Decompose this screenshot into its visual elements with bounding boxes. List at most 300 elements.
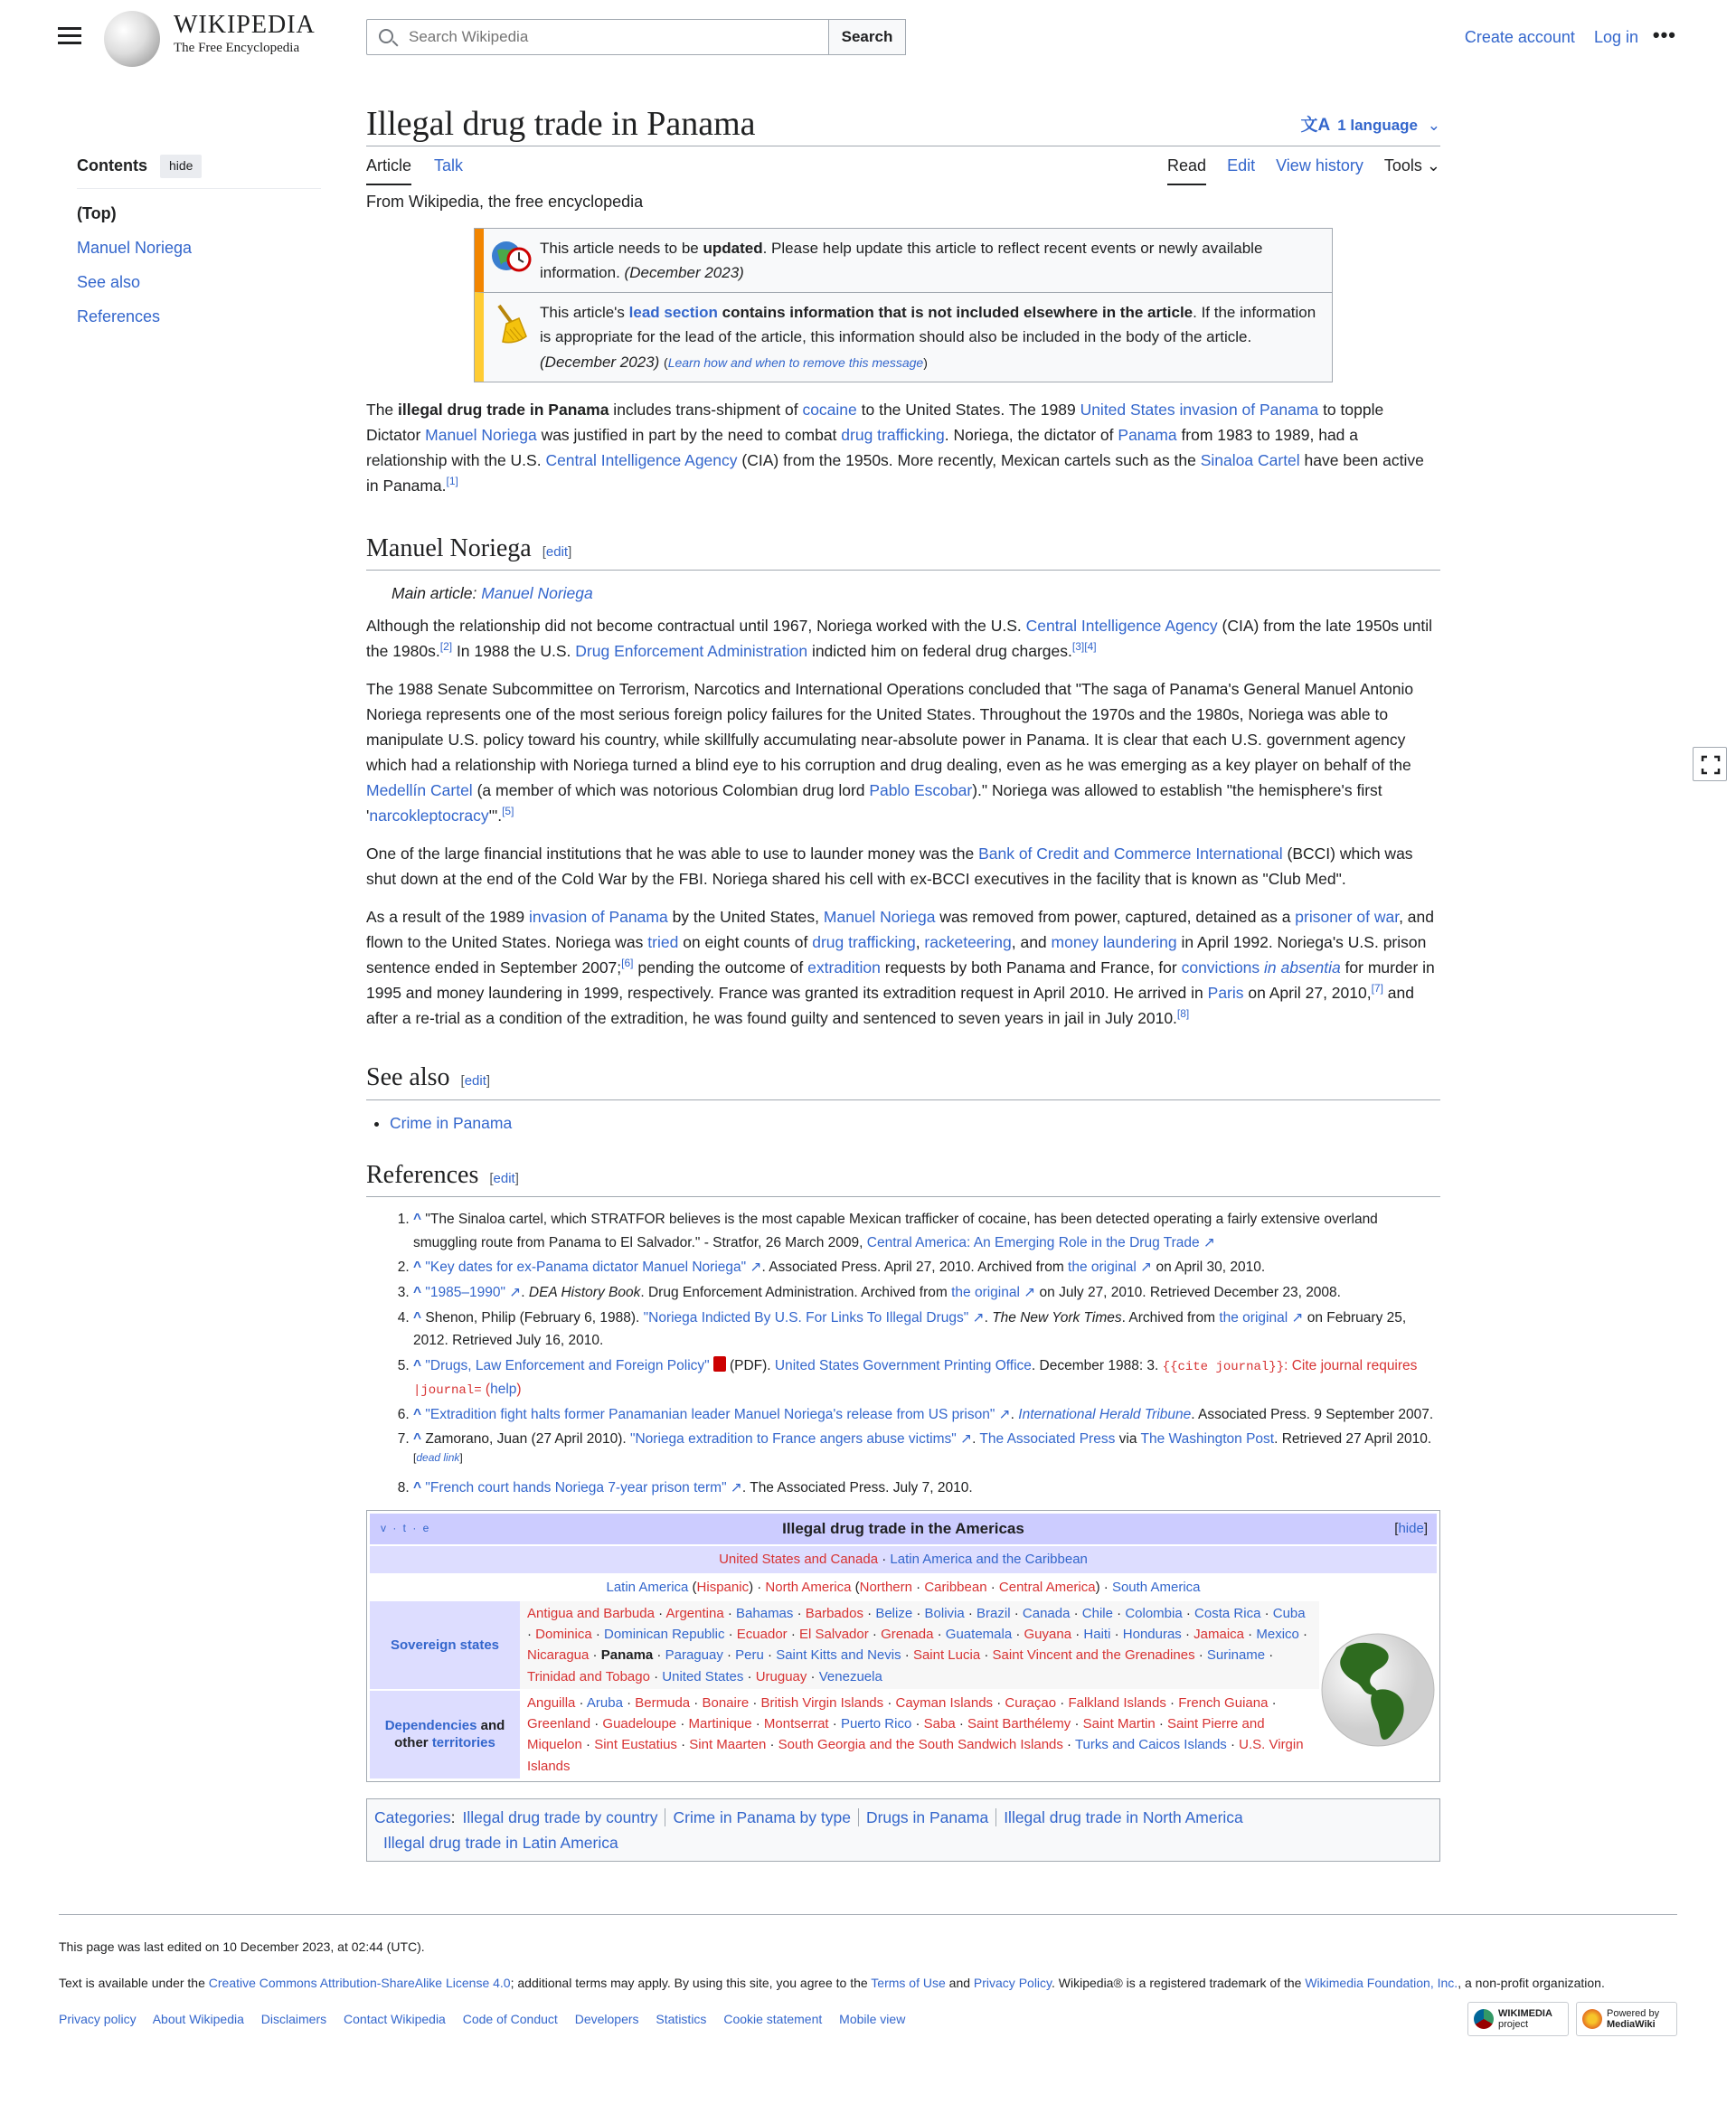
paragraph bbox=[366, 676, 1440, 828]
link-latin-america-caribbean[interactable]: Latin America and the Caribbean bbox=[890, 1552, 1088, 1568]
text: (CIA) from the 1950s. More recently, Mexican cartels such as the bbox=[737, 450, 1201, 469]
navbox-link[interactable]: U.S. Virgin Islands bbox=[527, 1737, 1304, 1774]
text: The 1988 Senate Subcommittee on Terrorism, Narcotics and International Operations concluded that "The saga of Panama's General Manuel Antonio Noriega represents one of the most serious foreign policy failures for the United States. Throughout the 1970s and the 1980s, Noriega was able to manipulate U.S. policy toward his country, while skillfully accumulating near-absolute power in Panama. It is clear that each U.S. government agency which had a relationship with Noriega turned a blind eye to his corruption and drug dealing, even as he was emerging as a key player on behalf of the bbox=[366, 680, 1414, 775]
last-edited: This page was last edited on 10 December 2023, at 02:44 (UTC). bbox=[59, 1939, 425, 1954]
citation-1[interactable]: [1] bbox=[446, 475, 458, 487]
update-date: (December 2023) bbox=[624, 264, 744, 282]
chevron-down-icon: ⌄ bbox=[1426, 156, 1440, 175]
navbox-link[interactable]: Martinique bbox=[688, 1716, 752, 1732]
archive-link[interactable]: the original bbox=[951, 1284, 1020, 1300]
article-content bbox=[366, 101, 1440, 1862]
main-article-link[interactable]: Manuel Noriega bbox=[481, 584, 593, 603]
paragraph bbox=[366, 841, 1440, 892]
link-in-absentia[interactable]: in absentia bbox=[1264, 958, 1341, 977]
reference-item bbox=[413, 1477, 1440, 1500]
link-cia[interactable]: Central Intelligence Agency bbox=[1025, 617, 1218, 636]
text: in April 1992. Noriega's U.S. prison sentence ended in September 2007; bbox=[366, 933, 1427, 977]
link-narcokleptocracy[interactable]: narcokleptocracy bbox=[369, 807, 489, 826]
wikipedia-tagline: The Free Encyclopedia bbox=[174, 41, 300, 55]
category-link[interactable]: Illegal drug trade in Latin America bbox=[383, 1833, 618, 1852]
tab-read[interactable]: Read bbox=[1167, 154, 1206, 185]
category-link[interactable]: Illegal drug trade in North America bbox=[1004, 1807, 1243, 1826]
text: In 1988 the U.S. bbox=[452, 642, 576, 661]
archive-link[interactable]: the original bbox=[1219, 1309, 1288, 1326]
navbox-link[interactable]: El Salvador bbox=[799, 1627, 869, 1643]
link-cia[interactable]: Central Intelligence Agency bbox=[545, 450, 738, 469]
backlink[interactable]: ^ bbox=[413, 1260, 422, 1276]
toc-item-references[interactable]: References bbox=[77, 307, 161, 326]
backlink[interactable]: ^ bbox=[413, 1309, 422, 1326]
navbox-link[interactable]: Haiti bbox=[1083, 1627, 1111, 1643]
article-subject: illegal drug trade in Panama bbox=[398, 400, 609, 419]
navbox-regions: Latin America (Hispanic) · North America (Northern · Caribbean · Central America) · South America bbox=[606, 1579, 1201, 1595]
footer-link[interactable]: Contact Wikipedia bbox=[344, 2011, 446, 2026]
text: indicted him on federal drug charges. bbox=[807, 642, 1072, 661]
navbox-link[interactable]: Puerto Rico bbox=[840, 1716, 912, 1732]
text: Shenon, Philip (February 6, 1988). bbox=[425, 1309, 644, 1326]
tab-edit[interactable]: Edit bbox=[1227, 156, 1256, 175]
toc-item-top[interactable]: (Top) bbox=[77, 203, 117, 222]
hide-link[interactable]: hide bbox=[1398, 1521, 1424, 1537]
search-field[interactable] bbox=[366, 19, 829, 55]
text: . bbox=[972, 1431, 980, 1448]
text: includes trans-shipment of bbox=[609, 400, 803, 419]
text: . Associated Press. 9 September 2007. bbox=[1191, 1406, 1434, 1422]
template-code: {{cite journal}} bbox=[1162, 1359, 1285, 1374]
navbox-link[interactable]: Antigua and Barbuda bbox=[527, 1605, 655, 1621]
navbox-link[interactable]: Guyana bbox=[1024, 1627, 1072, 1643]
log-in-link[interactable]: Log in bbox=[1593, 28, 1638, 46]
license-link[interactable]: Creative Commons Attribution-ShareAlike License 4.0 bbox=[208, 1976, 511, 1991]
navbox-link[interactable]: Montserrat bbox=[763, 1716, 829, 1732]
footer-link[interactable]: Developers bbox=[574, 2011, 639, 2026]
powered-by-mediawiki-badge[interactable] bbox=[1576, 2002, 1677, 2036]
category-link[interactable]: Drugs in Panama bbox=[865, 1807, 989, 1826]
navbox-link[interactable]: Argentina bbox=[665, 1605, 724, 1621]
clock-globe-icon bbox=[484, 229, 540, 292]
external-link-icon: ↗ bbox=[995, 1406, 1011, 1422]
link-tried[interactable]: tried bbox=[647, 933, 679, 952]
link-prisoner-of-war[interactable]: prisoner of war bbox=[1295, 908, 1400, 927]
navbox-link[interactable]: Saint Pierre and Miquelon bbox=[527, 1716, 1265, 1753]
footer-link[interactable]: Mobile view bbox=[839, 2011, 906, 2026]
privacy-link[interactable]: Privacy Policy bbox=[973, 1976, 1052, 1991]
navbox-link[interactable]: Curaçao bbox=[1005, 1694, 1057, 1711]
link-pablo-escobar[interactable]: Pablo Escobar bbox=[869, 781, 973, 800]
footer-link[interactable]: Privacy policy bbox=[59, 2011, 137, 2026]
external-link-icon: ↗ bbox=[505, 1284, 522, 1300]
text: , a non-profit organization. bbox=[1458, 1976, 1605, 1991]
navbox-link[interactable]: Brazil bbox=[976, 1605, 1011, 1621]
navbox-link[interactable]: Cuba bbox=[1272, 1605, 1306, 1621]
pdf-icon bbox=[713, 1356, 726, 1372]
text: was justified in part by the need to combat bbox=[536, 425, 842, 444]
navbox-hide[interactable]: [hide] bbox=[1394, 1521, 1428, 1537]
text: on April 30, 2010. bbox=[1152, 1260, 1266, 1276]
link-north-america[interactable]: North America bbox=[765, 1579, 852, 1595]
site-sub: From Wikipedia, the free encyclopedia bbox=[366, 193, 644, 211]
category-links: Categories: Illegal drug trade by country Crime in Panama by type Drugs in Panama Illegal drug trade in North America Illegal drug trade in Latin America bbox=[366, 1798, 1440, 1862]
toc-hide-button[interactable]: hide bbox=[160, 155, 202, 178]
text: via bbox=[1115, 1431, 1141, 1448]
navbox-link[interactable]: Greenland bbox=[527, 1716, 591, 1732]
section-heading-references: References [edit] bbox=[366, 1156, 1440, 1197]
navbox-link[interactable]: Bolivia bbox=[924, 1605, 965, 1621]
text: was removed from power, captured, detained as a bbox=[935, 908, 1296, 927]
badge-text: project bbox=[1498, 2019, 1529, 2030]
more-options-icon[interactable]: ••• bbox=[1652, 24, 1676, 46]
link-drug-trafficking[interactable]: drug trafficking bbox=[841, 425, 945, 444]
text: The bbox=[366, 400, 399, 419]
update-text-bold: updated bbox=[703, 239, 763, 257]
external-link-icon: ↗ bbox=[746, 1260, 762, 1276]
section-heading-see-also: See also [edit] bbox=[366, 1058, 1440, 1099]
lead-section-link[interactable]: lead section bbox=[628, 304, 718, 322]
help-link[interactable]: help bbox=[490, 1381, 517, 1397]
navbox-group-dependencies bbox=[370, 1691, 520, 1779]
category-link[interactable]: Illegal drug trade by country bbox=[462, 1807, 658, 1826]
text: for murder in 1995 and money laundering in 1999, respectively. France was granted its extradition request in April 2010. He arrived in bbox=[366, 958, 1435, 1003]
text: on eight counts of bbox=[678, 933, 813, 952]
group-label[interactable]: territories bbox=[431, 1735, 495, 1751]
navbox-link[interactable]: Saint Barthélemy bbox=[967, 1716, 1071, 1732]
footer-link[interactable]: Disclaimers bbox=[260, 2011, 327, 2026]
link-panama[interactable]: Panama bbox=[1118, 425, 1177, 444]
navbox-link[interactable]: Saint Vincent and the Grenadines bbox=[992, 1647, 1195, 1664]
category-link[interactable]: Crime in Panama by type bbox=[673, 1807, 851, 1826]
navbox-link[interactable]: Nicaragua bbox=[527, 1647, 590, 1664]
backlink[interactable]: ^ bbox=[413, 1479, 422, 1496]
learn-remove-link[interactable]: Learn how and when to remove this message bbox=[667, 354, 924, 370]
link-us-canada[interactable]: United States and Canada bbox=[719, 1552, 879, 1568]
wikimedia-project-badge[interactable] bbox=[1467, 2002, 1569, 2036]
link-medellin-cartel[interactable]: Medellín Cartel bbox=[366, 781, 473, 800]
link-us-invasion[interactable]: United States invasion of Panama bbox=[1080, 400, 1319, 419]
text: . Archived from bbox=[1121, 1309, 1220, 1326]
link-crime-in-panama[interactable]: Crime in Panama bbox=[390, 1113, 513, 1132]
text: , bbox=[915, 933, 925, 952]
navbox-link[interactable]: Ecuador bbox=[736, 1627, 788, 1643]
archive-link[interactable]: the original bbox=[1068, 1260, 1137, 1276]
dead-link-tag[interactable]: dead link bbox=[416, 1450, 460, 1464]
reference-item bbox=[413, 1256, 1440, 1279]
footer-link[interactable]: Statistics bbox=[656, 2011, 707, 2026]
footer-link[interactable]: Code of Conduct bbox=[462, 2011, 558, 2026]
reference-item bbox=[413, 1208, 1440, 1254]
reference-item bbox=[413, 1403, 1440, 1427]
text: (a member of which was notorious Colombian drug lord bbox=[472, 781, 870, 800]
lead-text-bold: contains information that is not included elsewhere in the article bbox=[717, 304, 1194, 322]
vte-links[interactable]: v · t · e bbox=[381, 1522, 431, 1535]
navbox-link[interactable]: Trinidad and Tobago bbox=[527, 1668, 650, 1684]
link-dea[interactable]: Drug Enforcement Administration bbox=[575, 642, 808, 661]
navbox-link[interactable]: Canada bbox=[1022, 1605, 1071, 1621]
link-invasion-of-panama[interactable]: invasion of Panama bbox=[528, 908, 668, 927]
page-footer bbox=[59, 1914, 1677, 2029]
citation-7[interactable]: [7] bbox=[1371, 982, 1383, 995]
tab-article[interactable]: Article bbox=[366, 154, 411, 185]
navbox-link[interactable]: Dominican Republic bbox=[604, 1627, 725, 1643]
text: requests by both Panama and France, for bbox=[880, 958, 1182, 977]
navbox-link[interactable]: Bahamas bbox=[736, 1605, 794, 1621]
text: (PDF). bbox=[725, 1357, 775, 1373]
edit-section-link[interactable]: edit bbox=[493, 1170, 515, 1186]
navbox-link[interactable]: French Guiana bbox=[1178, 1694, 1269, 1711]
navbox-link[interactable]: Falkland Islands bbox=[1068, 1694, 1166, 1711]
navbox-link[interactable]: Sint Eustatius bbox=[594, 1737, 677, 1753]
link-caribbean[interactable]: Caribbean bbox=[924, 1579, 987, 1595]
external-link[interactable]: "Noriega Indicted By U.S. For Links To Illegal Drugs" bbox=[643, 1309, 969, 1326]
backlink[interactable]: ^ bbox=[413, 1431, 422, 1448]
text: The New York Times bbox=[992, 1309, 1122, 1326]
citation-6[interactable]: [6] bbox=[621, 957, 634, 970]
link-manuel-noriega[interactable]: Manuel Noriega bbox=[425, 425, 537, 444]
navbox-link[interactable]: Saint Kitts and Nevis bbox=[776, 1647, 901, 1664]
heading-text: References bbox=[366, 1160, 479, 1189]
text: . bbox=[521, 1284, 529, 1300]
navbox-link[interactable]: Saint Martin bbox=[1082, 1716, 1156, 1732]
group-label[interactable]: Sovereign states bbox=[390, 1637, 500, 1653]
navbox-link[interactable]: Sint Maarten bbox=[689, 1737, 767, 1753]
navbox-link[interactable]: Colombia bbox=[1125, 1605, 1183, 1621]
dependencies-list: Anguilla · Aruba · Bermuda · Bonaire · British Virgin Islands · Cayman Islands · Curaçao · Falkland Islands · French Guiana · Greenland · Guadeloupe · Martinique · Montserrat · Puerto Rico · Saba · Saint Barthélemy · Saint Martin · Saint Pierre and Miquelon · Sint Eustatius · Sint Maarten · South Georgia and the South Sandwich Islands · Turks and Caicos Islands · U.S. Virgin Islands bbox=[527, 1694, 1304, 1774]
reference-item bbox=[413, 1307, 1440, 1353]
link-northern[interactable]: Northern bbox=[859, 1579, 912, 1595]
navbox-link[interactable]: Bonaire bbox=[702, 1694, 750, 1711]
link-bcci[interactable]: Bank of Credit and Commerce International bbox=[978, 844, 1283, 863]
lead-text-post: . If the information is appropriate for the lead of the article, this information should also be included in the body of the article. bbox=[540, 304, 1316, 346]
citation-2[interactable]: [2] bbox=[439, 640, 453, 654]
section-heading-noriega: Manuel Noriega [edit] bbox=[366, 529, 1440, 571]
wikipedia-wordmark[interactable]: WIKIPEDIA bbox=[174, 11, 316, 39]
text: on April 27, 2010, bbox=[1243, 984, 1372, 1003]
text: '". bbox=[488, 807, 503, 826]
lead-text-pre: This article's bbox=[540, 304, 629, 322]
navbox-link[interactable]: Venezuela bbox=[818, 1668, 882, 1684]
text: by the United States, bbox=[667, 908, 824, 927]
personal-tools bbox=[1450, 25, 1638, 51]
footer-link[interactable]: About Wikipedia bbox=[152, 2011, 244, 2026]
navbox-link[interactable]: Barbados bbox=[805, 1605, 863, 1621]
text: . Wikipedia® is a registered trademark of the bbox=[1052, 1976, 1306, 1991]
license-text bbox=[59, 1973, 1677, 1993]
citation-5[interactable]: [5] bbox=[502, 805, 514, 818]
text: DEA History Book bbox=[528, 1284, 641, 1300]
group-label[interactable]: Dependencies bbox=[384, 1717, 477, 1733]
paragraph bbox=[366, 904, 1440, 1031]
search-input[interactable] bbox=[407, 20, 814, 54]
link-latin-america[interactable]: Latin America bbox=[606, 1579, 689, 1595]
external-link-icon: ↗ bbox=[968, 1309, 985, 1326]
maintenance-box bbox=[474, 228, 1333, 382]
lead-date: (December 2023) bbox=[540, 353, 660, 371]
navbox-link[interactable]: Costa Rica bbox=[1194, 1605, 1261, 1621]
navbox-link[interactable]: Aruba bbox=[586, 1694, 623, 1711]
cite-error: : Cite journal requires bbox=[1284, 1357, 1418, 1373]
navbox-link[interactable]: Belize bbox=[875, 1605, 913, 1621]
navbox-link[interactable]: United States bbox=[662, 1668, 744, 1684]
text: . bbox=[984, 1309, 993, 1326]
external-link[interactable]: "Extradition fight halts former Panamanian leader Manuel Noriega's release from US prison" bbox=[425, 1406, 995, 1422]
wikipedia-globe-logo[interactable] bbox=[104, 11, 160, 67]
link-paris[interactable]: Paris bbox=[1207, 984, 1244, 1003]
reference-list bbox=[366, 1208, 1440, 1499]
paragraph bbox=[366, 613, 1440, 664]
external-link[interactable]: Central America: An Emerging Role in the Drug Trade bbox=[866, 1234, 1200, 1250]
text: Although the relationship did not become contractual until 1967, Noriega worked with the U.S. bbox=[366, 617, 1026, 636]
tab-talk[interactable]: Talk bbox=[434, 156, 464, 175]
external-link[interactable]: "1985–1990" bbox=[425, 1284, 505, 1300]
toc-item-manuel-noriega[interactable]: Manuel Noriega bbox=[77, 238, 193, 257]
citation-8[interactable]: [8] bbox=[1176, 1007, 1190, 1021]
navbox-link[interactable]: Saint Lucia bbox=[912, 1647, 981, 1664]
update-text-post: . Please help update this article to reflect recent events or newly available information. bbox=[540, 239, 1263, 282]
backlink[interactable]: ^ bbox=[413, 1212, 422, 1228]
tab-tools[interactable] bbox=[1384, 154, 1440, 179]
navbox-link[interactable]: Turks and Caicos Islands bbox=[1074, 1737, 1227, 1753]
text: One of the large financial institutions that he was able to use to launder money was the bbox=[366, 844, 979, 863]
external-link-icon: ↗ bbox=[956, 1431, 973, 1448]
text: . Drug Enforcement Administration. Archived from bbox=[640, 1284, 952, 1300]
hatnote bbox=[366, 581, 1440, 606]
navbox-link[interactable]: Jamaica bbox=[1194, 1627, 1245, 1643]
edit-section-link[interactable]: edit bbox=[545, 543, 569, 560]
link-drug-trafficking[interactable]: drug trafficking bbox=[812, 933, 916, 952]
toggle-width-button[interactable] bbox=[1693, 747, 1727, 781]
link-money-laundering[interactable]: money laundering bbox=[1051, 933, 1177, 952]
sovereign-states-list: Antigua and Barbuda · Argentina · Bahamas · Barbados · Belize · Bolivia · Brazil · Canada · Chile · Colombia · Costa Rica · Cuba · Dominica · Dominican Republic · Ecuador · El Salvador · Grenada · Guatemala · Guyana · Haiti · Honduras · Jamaica · Mexico · Nicaragua · Panama · Paraguay · Peru · Saint Kitts and Nevis · Saint Lucia · Saint Vincent and the Grenadines · Suriname · Trinidad and Tobago · United States · Uruguay · Venezuela bbox=[520, 1601, 1319, 1689]
link-hispanic[interactable]: Hispanic bbox=[696, 1579, 750, 1595]
navbox-link[interactable]: Suriname bbox=[1206, 1647, 1266, 1664]
text: and after a re-trial as a condition of the extradition, he was found guilty and sentenced to seven years in jail in July 2010. bbox=[366, 984, 1414, 1028]
wmf-link[interactable]: Wikimedia Foundation, Inc. bbox=[1305, 1976, 1458, 1991]
link-south-america[interactable]: South America bbox=[1111, 1579, 1201, 1595]
navbox-link[interactable]: Peru bbox=[735, 1647, 764, 1664]
link-iht[interactable]: International Herald Tribune bbox=[1018, 1406, 1192, 1422]
navbox-link[interactable]: Paraguay bbox=[665, 1647, 723, 1664]
external-link-icon: ↗ bbox=[1019, 1284, 1036, 1300]
text: to topple Dictator bbox=[366, 400, 1384, 444]
navbox-link[interactable]: Saba bbox=[923, 1716, 956, 1732]
edit-section-link[interactable]: edit bbox=[464, 1073, 486, 1090]
table-of-contents bbox=[77, 154, 321, 338]
text: . The Associated Press. July 7, 2010. bbox=[741, 1479, 973, 1496]
text: Text is available under the bbox=[59, 1976, 209, 1991]
terms-link[interactable]: Terms of Use bbox=[871, 1976, 946, 1991]
badge-text: WIKIMEDIA bbox=[1498, 2007, 1552, 2019]
navbox-link[interactable]: British Virgin Islands bbox=[760, 1694, 884, 1711]
page-title: Illegal drug trade in Panama bbox=[366, 105, 756, 143]
text: and other bbox=[394, 1717, 505, 1751]
hatnote-label: Main article: bbox=[392, 584, 482, 603]
citation-3-4[interactable]: [3][4] bbox=[1071, 640, 1097, 654]
navbox-link[interactable]: Chile bbox=[1081, 1605, 1113, 1621]
navbox-link[interactable]: Grenada bbox=[881, 1627, 934, 1643]
link-extradition[interactable]: extradition bbox=[807, 958, 881, 977]
translate-icon: 文A bbox=[1300, 116, 1331, 135]
americas-globe-image[interactable] bbox=[1319, 1601, 1437, 1779]
link-gpo[interactable]: United States Government Printing Office bbox=[774, 1357, 1032, 1373]
text: . Noriega, the dictator of bbox=[944, 425, 1118, 444]
external-link-icon: ↗ bbox=[1136, 1260, 1153, 1276]
external-link[interactable]: "Noriega extradition to France angers abuse victims" bbox=[629, 1431, 957, 1448]
backlink[interactable]: ^ bbox=[413, 1406, 422, 1422]
link-washington-post[interactable]: The Washington Post bbox=[1140, 1431, 1275, 1448]
navbox-link[interactable]: South Georgia and the South Sandwich Islands bbox=[778, 1737, 1063, 1753]
lead-paragraph bbox=[366, 397, 1440, 498]
navbox bbox=[366, 1510, 1440, 1782]
link-cocaine[interactable]: cocaine bbox=[802, 400, 857, 419]
navbox-link[interactable]: Guatemala bbox=[945, 1627, 1013, 1643]
broom-icon bbox=[484, 293, 540, 382]
link-ap[interactable]: The Associated Press bbox=[979, 1431, 1116, 1448]
badge-text: Powered by bbox=[1607, 2007, 1660, 2019]
footer-link[interactable]: Cookie statement bbox=[723, 2011, 823, 2026]
reference-item bbox=[413, 1281, 1440, 1305]
text: . Associated Press. April 27, 2010. Archived from bbox=[761, 1260, 1069, 1276]
text: , and flown to the United States. Noriega was bbox=[366, 908, 1435, 952]
navbox-link[interactable]: Honduras bbox=[1122, 1627, 1182, 1643]
search-button[interactable]: Search bbox=[828, 19, 906, 55]
language-button[interactable] bbox=[1300, 112, 1440, 138]
navbox-link[interactable]: Uruguay bbox=[755, 1668, 807, 1684]
external-link[interactable]: "French court hands Noriega 7-year prison term" bbox=[425, 1479, 727, 1496]
update-text-pre: This article needs to be bbox=[540, 239, 703, 257]
external-link[interactable]: "Key dates for ex-Panama dictator Manuel Noriega" bbox=[425, 1260, 747, 1276]
link-central-america[interactable]: Central America bbox=[998, 1579, 1096, 1595]
see-also-list bbox=[390, 1111, 1440, 1136]
reference-item: 5. ^ "Drugs, Law Enforcement and Foreign Policy" (PDF). United States Government Printing Office. December 1988: 3. {{cite journal}}: Cite journal requires |journal= (help) bbox=[413, 1354, 1440, 1401]
external-link-icon: ↗ bbox=[1288, 1309, 1304, 1326]
navbox-link[interactable]: Cayman Islands bbox=[895, 1694, 994, 1711]
lead-notice: This article's lead section contains information that is not included elsewhere in the article. If the information is appropriate for the lead of the article, this information should also be included in the body of the article. (December 2023) (Learn how and when to remove this message) bbox=[475, 292, 1332, 382]
navbox-link[interactable]: Mexico bbox=[1256, 1627, 1299, 1643]
categories-label-link[interactable]: Categories bbox=[374, 1807, 451, 1826]
navbox-group-sovereign bbox=[370, 1601, 520, 1689]
text: pending the outcome of bbox=[633, 958, 808, 977]
wikimedia-logo-icon bbox=[1474, 2009, 1494, 2029]
text: ; additional terms may apply. By using this site, you agree to the bbox=[510, 1976, 872, 1991]
navbox-link[interactable]: Dominica bbox=[535, 1627, 592, 1643]
navbox-link[interactable]: Guadeloupe bbox=[602, 1716, 677, 1732]
external-link[interactable]: "Drugs, Law Enforcement and Foreign Policy" bbox=[425, 1357, 710, 1373]
create-account-link[interactable]: Create account bbox=[1464, 28, 1575, 46]
language-count: 1 language bbox=[1337, 117, 1419, 134]
link-manuel-noriega[interactable]: Manuel Noriega bbox=[823, 908, 936, 927]
main-menu-icon[interactable] bbox=[58, 27, 81, 45]
heading-text: Manuel Noriega bbox=[366, 533, 532, 562]
link-convictions[interactable]: convictions bbox=[1181, 958, 1260, 977]
text: . Retrieved 27 April 2010. bbox=[1274, 1431, 1432, 1448]
text: . bbox=[1010, 1406, 1019, 1422]
tab-view-history[interactable]: View history bbox=[1276, 156, 1363, 175]
reference-item: 7. ^ Zamorano, Juan (27 April 2010). "Noriega extradition to France angers abuse victims" ↗. The Associated Press via The Washington Post. Retrieved 27 April 2010.[dead link] bbox=[413, 1428, 1440, 1474]
list-item bbox=[390, 1111, 1440, 1136]
link-sinaloa-cartel[interactable]: Sinaloa Cartel bbox=[1200, 450, 1300, 469]
text: on July 27, 2010. Retrieved December 23, 2008. bbox=[1035, 1284, 1341, 1300]
backlink[interactable]: ^ bbox=[413, 1357, 422, 1373]
toc-item-see-also[interactable]: See also bbox=[77, 272, 141, 291]
text: on February 25, 2012. Retrieved July 16, 2010. bbox=[413, 1309, 1407, 1349]
backlink[interactable]: ^ bbox=[413, 1284, 422, 1300]
navbox-link[interactable]: Anguilla bbox=[527, 1694, 576, 1711]
link-racketeering[interactable]: racketeering bbox=[924, 933, 1012, 952]
navbox-subheader: United States and Canada · Latin America and the Caribbean bbox=[370, 1546, 1437, 1572]
text: Zamorano, Juan (27 April 2010). bbox=[425, 1431, 630, 1448]
mediawiki-logo-icon bbox=[1582, 2009, 1602, 2029]
navbox-link[interactable]: Bermuda bbox=[635, 1694, 691, 1711]
navbox-link: Panama bbox=[600, 1647, 654, 1664]
